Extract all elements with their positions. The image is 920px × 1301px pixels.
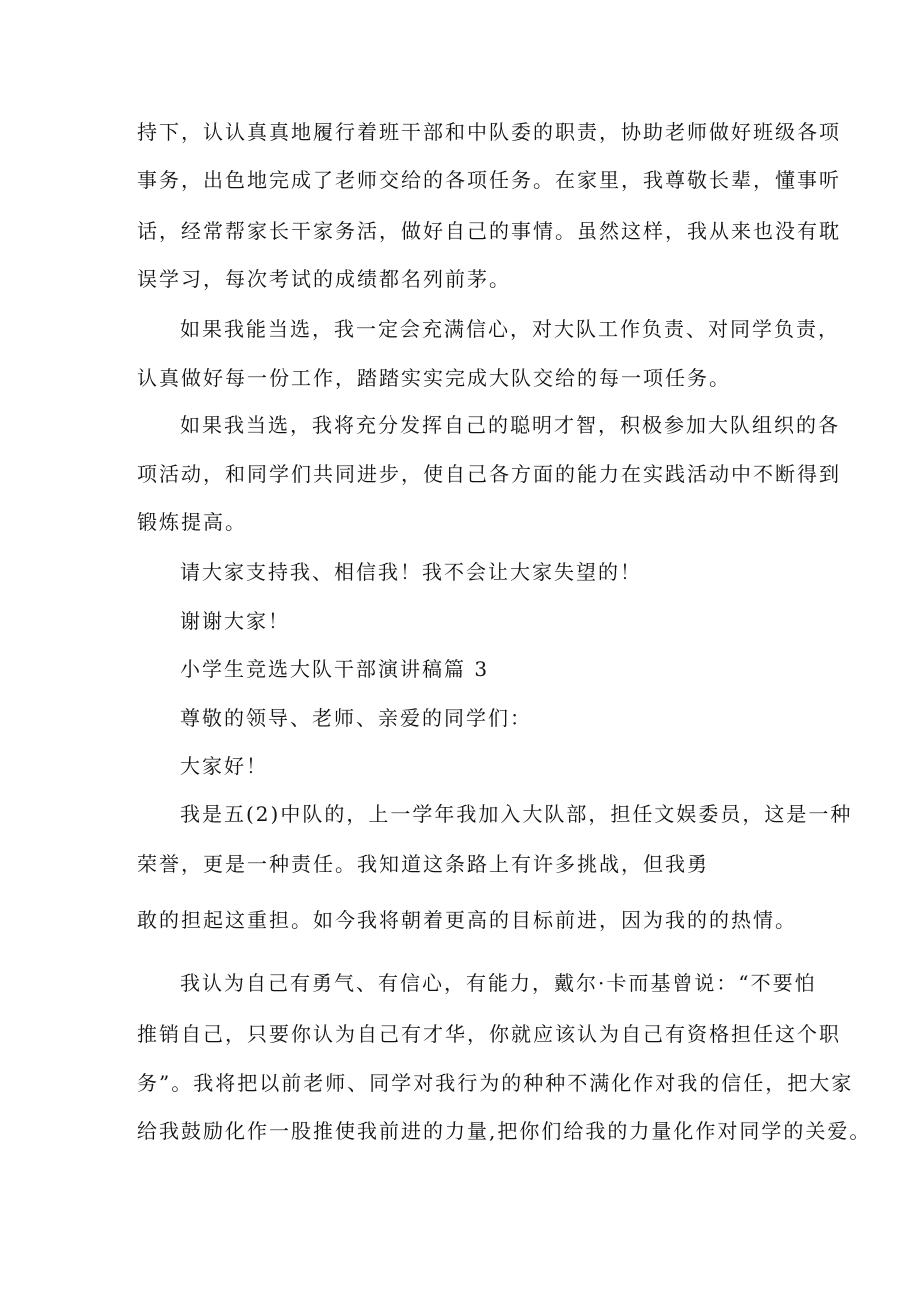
paragraph-start-line: 谢谢大家！ — [180, 609, 290, 633]
paragraph-start-line: 如果我当选，我将充分发挥自己的聪明才智，积极参加大队组织的各 — [180, 413, 840, 437]
text-line: 认真做好每一份工作，踏踏实实完成大队交给的每一项任务。 — [137, 366, 731, 390]
text-line: 项活动，和同学们共同进步，使自己各方面的能力在实践活动中不断得到 — [137, 462, 841, 486]
text-line: 给我鼓励化作一股推使我前进的力量,把你们给我的力量化作对同学的关爱。 — [137, 1119, 872, 1143]
paragraph-start-line: 我认为自己有勇气、有信心，有能力，戴尔·卡而基曾说：“不要怕 — [180, 971, 817, 995]
paragraph-start-line: 我是五(2)中队的，上一学年我加入大队部，担任文娱委员，这是一种 — [180, 802, 853, 826]
paragraph-start-line: 请大家支持我、相信我！我不会让大家失望的！ — [180, 560, 642, 584]
text-line: 推销自己，只要你认为自己有才华，你就应该认为自己有资格担任这个职 — [137, 1022, 841, 1046]
text-line: 持下，认认真真地履行着班干部和中队委的职责，协助老师做好班级各项 — [137, 120, 841, 144]
text-line: 误学习，每次考试的成绩都名列前茅。 — [137, 267, 511, 291]
text-line: 话，经常帮家长干家务活，做好自己的事情。虽然这样，我从来也没有耽 — [137, 219, 841, 243]
paragraph-start-line: 如果我能当选，我一定会充满信心，对大队工作负责、对同学负责， — [180, 317, 840, 341]
text-line: 锻炼提高。 — [137, 510, 247, 534]
text-line: 荣誉，更是一种责任。我知道这条路上有许多挑战，但我勇 — [137, 852, 709, 876]
salutation-line: 尊敬的领导、老师、亲爱的同学们： — [180, 706, 532, 730]
section-heading: 小学生竞选大队干部演讲稿篇 3 — [180, 657, 490, 681]
text-line: 务”。我将把以前老师、同学对我行为的种种不满化作对我的信任，把大家 — [137, 1071, 854, 1095]
text-line: 敢的担起这重担。如今我将朝着更高的目标前进，因为我的的热情。 — [137, 908, 797, 932]
greeting-line: 大家好！ — [180, 754, 268, 778]
text-line: 事务，出色地完成了老师交给的各项任务。在家里，我尊敬长辈，懂事听 — [137, 168, 841, 192]
